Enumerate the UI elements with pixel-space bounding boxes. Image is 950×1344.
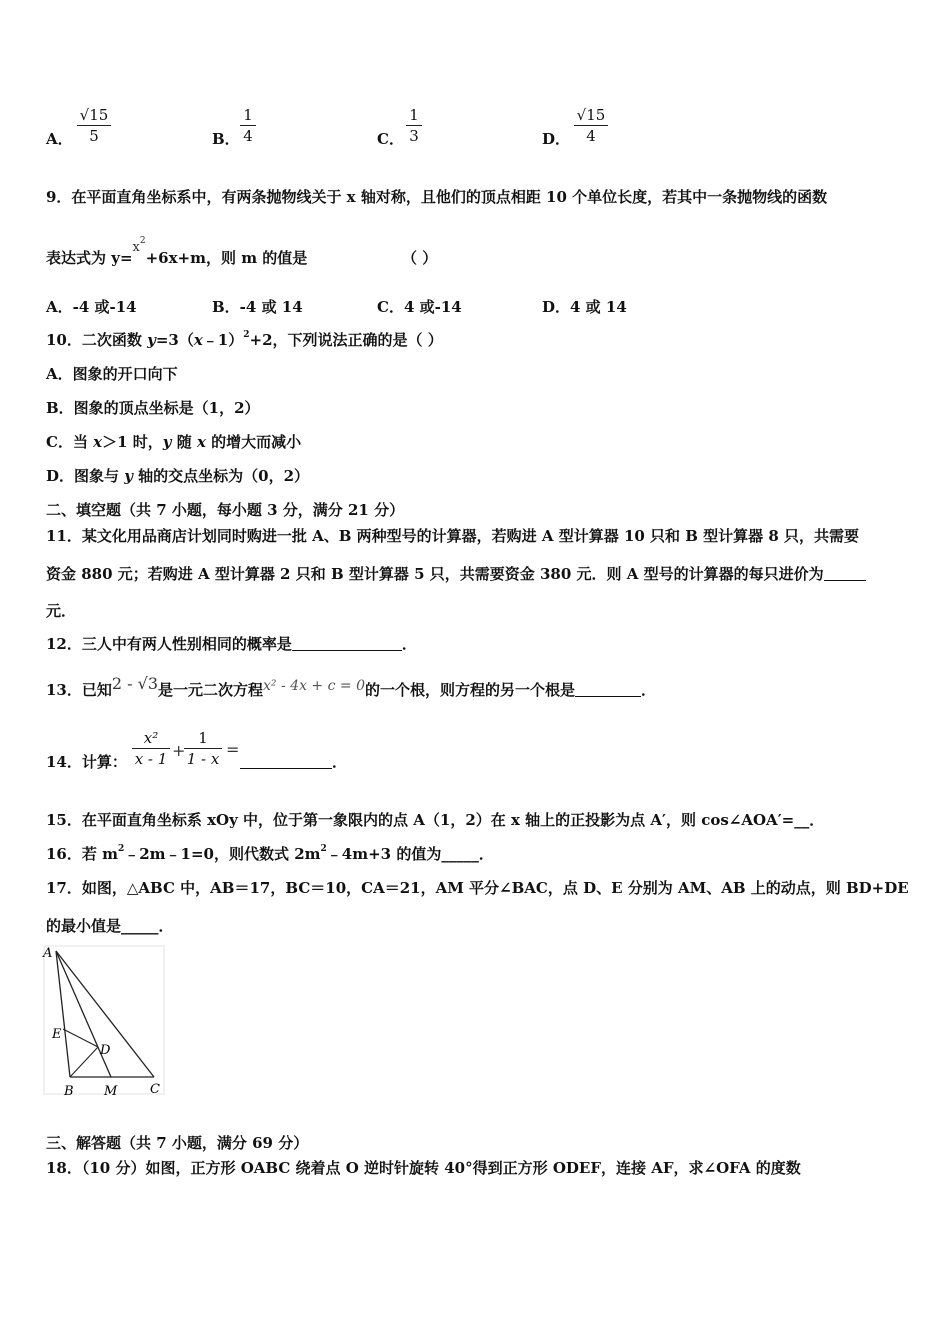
q10-option-d bbox=[46, 466, 309, 486]
label-m: M bbox=[104, 1084, 118, 1099]
q13-text-c: 的一个根，则方程的另一个根是 bbox=[364, 681, 575, 699]
fraction-denominator: x - 1 bbox=[134, 750, 168, 768]
q12-text: 12．三人中有两人性别相同的概率是 bbox=[46, 635, 292, 653]
q10-option-c bbox=[46, 432, 301, 452]
q10-stem-a: 10．二次函数 bbox=[46, 331, 148, 349]
q8-option-a-label: A． bbox=[46, 130, 73, 148]
q10-option-c-d: 的增大而减小 bbox=[205, 433, 302, 451]
q14-answer bbox=[240, 752, 347, 772]
q10-option-a: A．图象的开口向下 bbox=[46, 365, 178, 383]
q14-fraction-2 bbox=[184, 729, 222, 769]
q9-exponent: 2 bbox=[139, 236, 146, 246]
q10-stem-d: +2，下列说法正确的是（ ） bbox=[249, 331, 443, 349]
fraction-numerator: √15 bbox=[574, 106, 608, 126]
q12-end: ． bbox=[401, 635, 417, 653]
label-b: B bbox=[64, 1084, 74, 1099]
q12-answer-blank bbox=[292, 636, 402, 651]
segment-am bbox=[56, 951, 111, 1077]
q10-option-c-a: C．当 bbox=[46, 433, 94, 451]
q14-plus: + bbox=[172, 741, 186, 760]
q11-answer-blank bbox=[824, 566, 866, 581]
q8-option-b-label: B． bbox=[212, 130, 240, 148]
q16-line bbox=[46, 844, 494, 864]
q8-option-a-fraction bbox=[77, 106, 111, 146]
q17-line1: 17．如图，△ABC 中，AB＝17，BC＝10，CA＝21，AM 平分∠BAC，点 D、E 分别为 AM、AB 上的动点，则 BD+DE bbox=[46, 879, 909, 897]
q16-text-c: ﹣4m+3 的值为_____． bbox=[326, 845, 494, 863]
q10-stem bbox=[46, 330, 443, 350]
q14-label: 14．计算： bbox=[46, 753, 127, 771]
q16-text-b: ﹣2m﹣1=0，则代数式 2m bbox=[124, 845, 321, 863]
q8-option-d-label: D． bbox=[542, 130, 571, 148]
q17-triangle-figure bbox=[40, 943, 170, 1100]
q16-exponent-1: 2 bbox=[117, 844, 125, 854]
fraction-denominator: 5 bbox=[89, 127, 99, 145]
q10-option-c-x1: x bbox=[93, 433, 103, 451]
q9-option-a: A．-4 或-14 bbox=[46, 298, 137, 316]
q10-stem-b: =3（ bbox=[155, 331, 194, 349]
figure-frame bbox=[44, 946, 164, 1094]
segment-ac bbox=[56, 951, 154, 1077]
q8-option-c-label: C． bbox=[377, 130, 404, 148]
q8-option-b-fraction bbox=[240, 106, 256, 146]
q10-stem-c: ﹣1） bbox=[202, 331, 244, 349]
q11-line1: 11．某文化用品商店计划同时购进一批 A、B 两种型号的计算器，若购进 A 型计算器 10 只和 B 型计算器 8 只，共需要 bbox=[46, 527, 860, 545]
q9-x: x bbox=[132, 240, 140, 255]
q13-answer-blank bbox=[575, 682, 641, 697]
q9-stem-line2 bbox=[46, 236, 308, 270]
q10-option-b: B．图象的顶点坐标是（1，2） bbox=[46, 399, 260, 417]
fraction-denominator: 1 - x bbox=[186, 750, 220, 768]
q13-equation: x² - 4x + c = 0 bbox=[263, 678, 365, 694]
q16-text-a: 16．若 m bbox=[46, 845, 118, 863]
q10-option-d-y: y bbox=[124, 467, 133, 485]
segment-bd bbox=[70, 1047, 98, 1077]
fraction-denominator: 4 bbox=[586, 127, 596, 145]
q15-line: 15．在平面直角坐标系 xOy 中，位于第一象限内的点 A（1，2）在 x 轴上的正投影为点 A′，则 cos∠AOA′=__． bbox=[46, 811, 825, 829]
q10-option-c-b: ＞1 时， bbox=[102, 433, 163, 451]
q9-stem-text-a: 表达式为 y= bbox=[46, 249, 133, 267]
fraction-numerator: √15 bbox=[77, 106, 111, 126]
q10-option-c-c: 随 bbox=[171, 433, 197, 451]
q10-stem-y: y bbox=[147, 331, 156, 349]
section3-heading: 三、解答题（共 7 小题，满分 69 分） bbox=[46, 1134, 309, 1152]
segment-ab bbox=[56, 951, 70, 1077]
label-d: D bbox=[100, 1043, 111, 1058]
fraction-numerator: 1 bbox=[184, 729, 222, 749]
label-e: E bbox=[52, 1027, 62, 1042]
fraction-denominator: 4 bbox=[243, 127, 253, 145]
q10-stem-x: x bbox=[193, 331, 203, 349]
q10-option-c-y: y bbox=[162, 433, 172, 451]
q13-text-b: 是一元二次方程 bbox=[158, 681, 264, 699]
q10-option-d-a: D．图象与 bbox=[46, 467, 125, 485]
q10-option-c-x2: x bbox=[196, 433, 206, 451]
q13-text-a: 13．已知 bbox=[46, 681, 112, 699]
label-a: A bbox=[43, 946, 53, 961]
q11-line3: 元． bbox=[46, 602, 77, 620]
q14-answer-blank bbox=[240, 754, 332, 769]
q16-exponent-2: 2 bbox=[320, 844, 327, 854]
q14-end: ． bbox=[332, 753, 348, 771]
q9-option-b: B．-4 或 14 bbox=[212, 298, 303, 316]
q13-end: ． bbox=[641, 681, 657, 699]
q11-line2 bbox=[46, 564, 866, 584]
q17-line2: 的最小值是_____． bbox=[46, 917, 174, 935]
q10-stem-exponent: 2 bbox=[243, 330, 250, 340]
q9-option-d: D．4 或 14 bbox=[542, 298, 627, 316]
q14-fraction-1 bbox=[132, 729, 170, 769]
q8-option-d-fraction bbox=[574, 106, 608, 146]
q9-stem-line1: 9．在平面直角坐标系中，有两条抛物线关于 x 轴对称，且他们的顶点相距 10 个单位长度，若其中一条抛物线的函数 bbox=[46, 188, 828, 206]
q9-answer-paren: （ ） bbox=[402, 249, 438, 267]
q14-equals: = bbox=[226, 740, 240, 759]
fraction-numerator: 1 bbox=[240, 106, 256, 126]
q9-stem-text-b: +6x+m，则 m 的值是 bbox=[145, 249, 308, 267]
q9-x-squared bbox=[132, 236, 146, 255]
q12-line bbox=[46, 634, 417, 654]
q13-line bbox=[46, 674, 657, 701]
q11-line2-text: 资金 880 元；若购进 A 型计算器 2 只和 B 型计算器 5 只，共需要资金 380 元．则 A 型号的计算器的每只进价为 bbox=[46, 565, 824, 583]
q18-line: 18．（10 分）如图，正方形 OABC 绕着点 O 逆时针旋转 40°得到正方形 ODEF，连接 AF，求∠OFA 的度数 bbox=[46, 1159, 801, 1177]
fraction-denominator: 3 bbox=[409, 127, 419, 145]
q8-option-c-fraction bbox=[406, 106, 422, 146]
fraction-numerator: 1 bbox=[406, 106, 422, 126]
fraction-numerator: x² bbox=[132, 729, 170, 749]
segment-ed bbox=[63, 1029, 98, 1047]
q13-root-expression: 2 - √3 bbox=[111, 674, 159, 693]
section2-heading: 二、填空题（共 7 小题，每小题 3 分，满分 21 分） bbox=[46, 501, 405, 519]
q10-option-d-b: 轴的交点坐标为（0，2） bbox=[132, 467, 310, 485]
q9-option-c: C．4 或-14 bbox=[377, 298, 462, 316]
label-c: C bbox=[150, 1082, 160, 1097]
